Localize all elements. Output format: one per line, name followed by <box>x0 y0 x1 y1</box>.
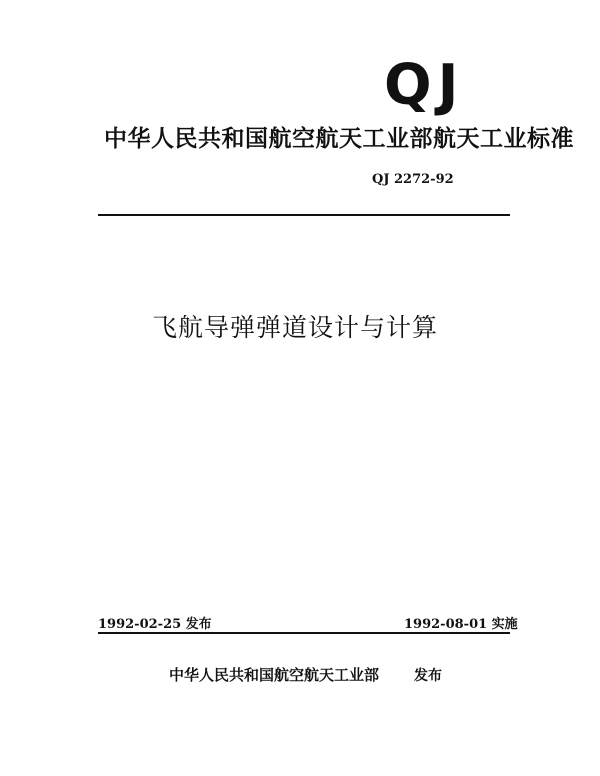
publisher-name: 中华人民共和国航空航天工业部 <box>169 666 380 684</box>
effective-date: 1992-08-01 实施 <box>404 617 518 632</box>
header-divider <box>98 214 510 216</box>
qj-logo: QJ <box>384 53 465 118</box>
publish-label: 发布 <box>414 668 442 684</box>
footer-divider <box>98 632 510 634</box>
document-title: 飞航导弹弹道设计与计算 <box>152 313 439 342</box>
standard-number: QJ 2272-92 <box>372 172 454 187</box>
organization-standard-title: 中华人民共和国航空航天工业部航天工业标准 <box>104 126 574 152</box>
issue-date: 1992-02-25 发布 <box>98 617 212 632</box>
